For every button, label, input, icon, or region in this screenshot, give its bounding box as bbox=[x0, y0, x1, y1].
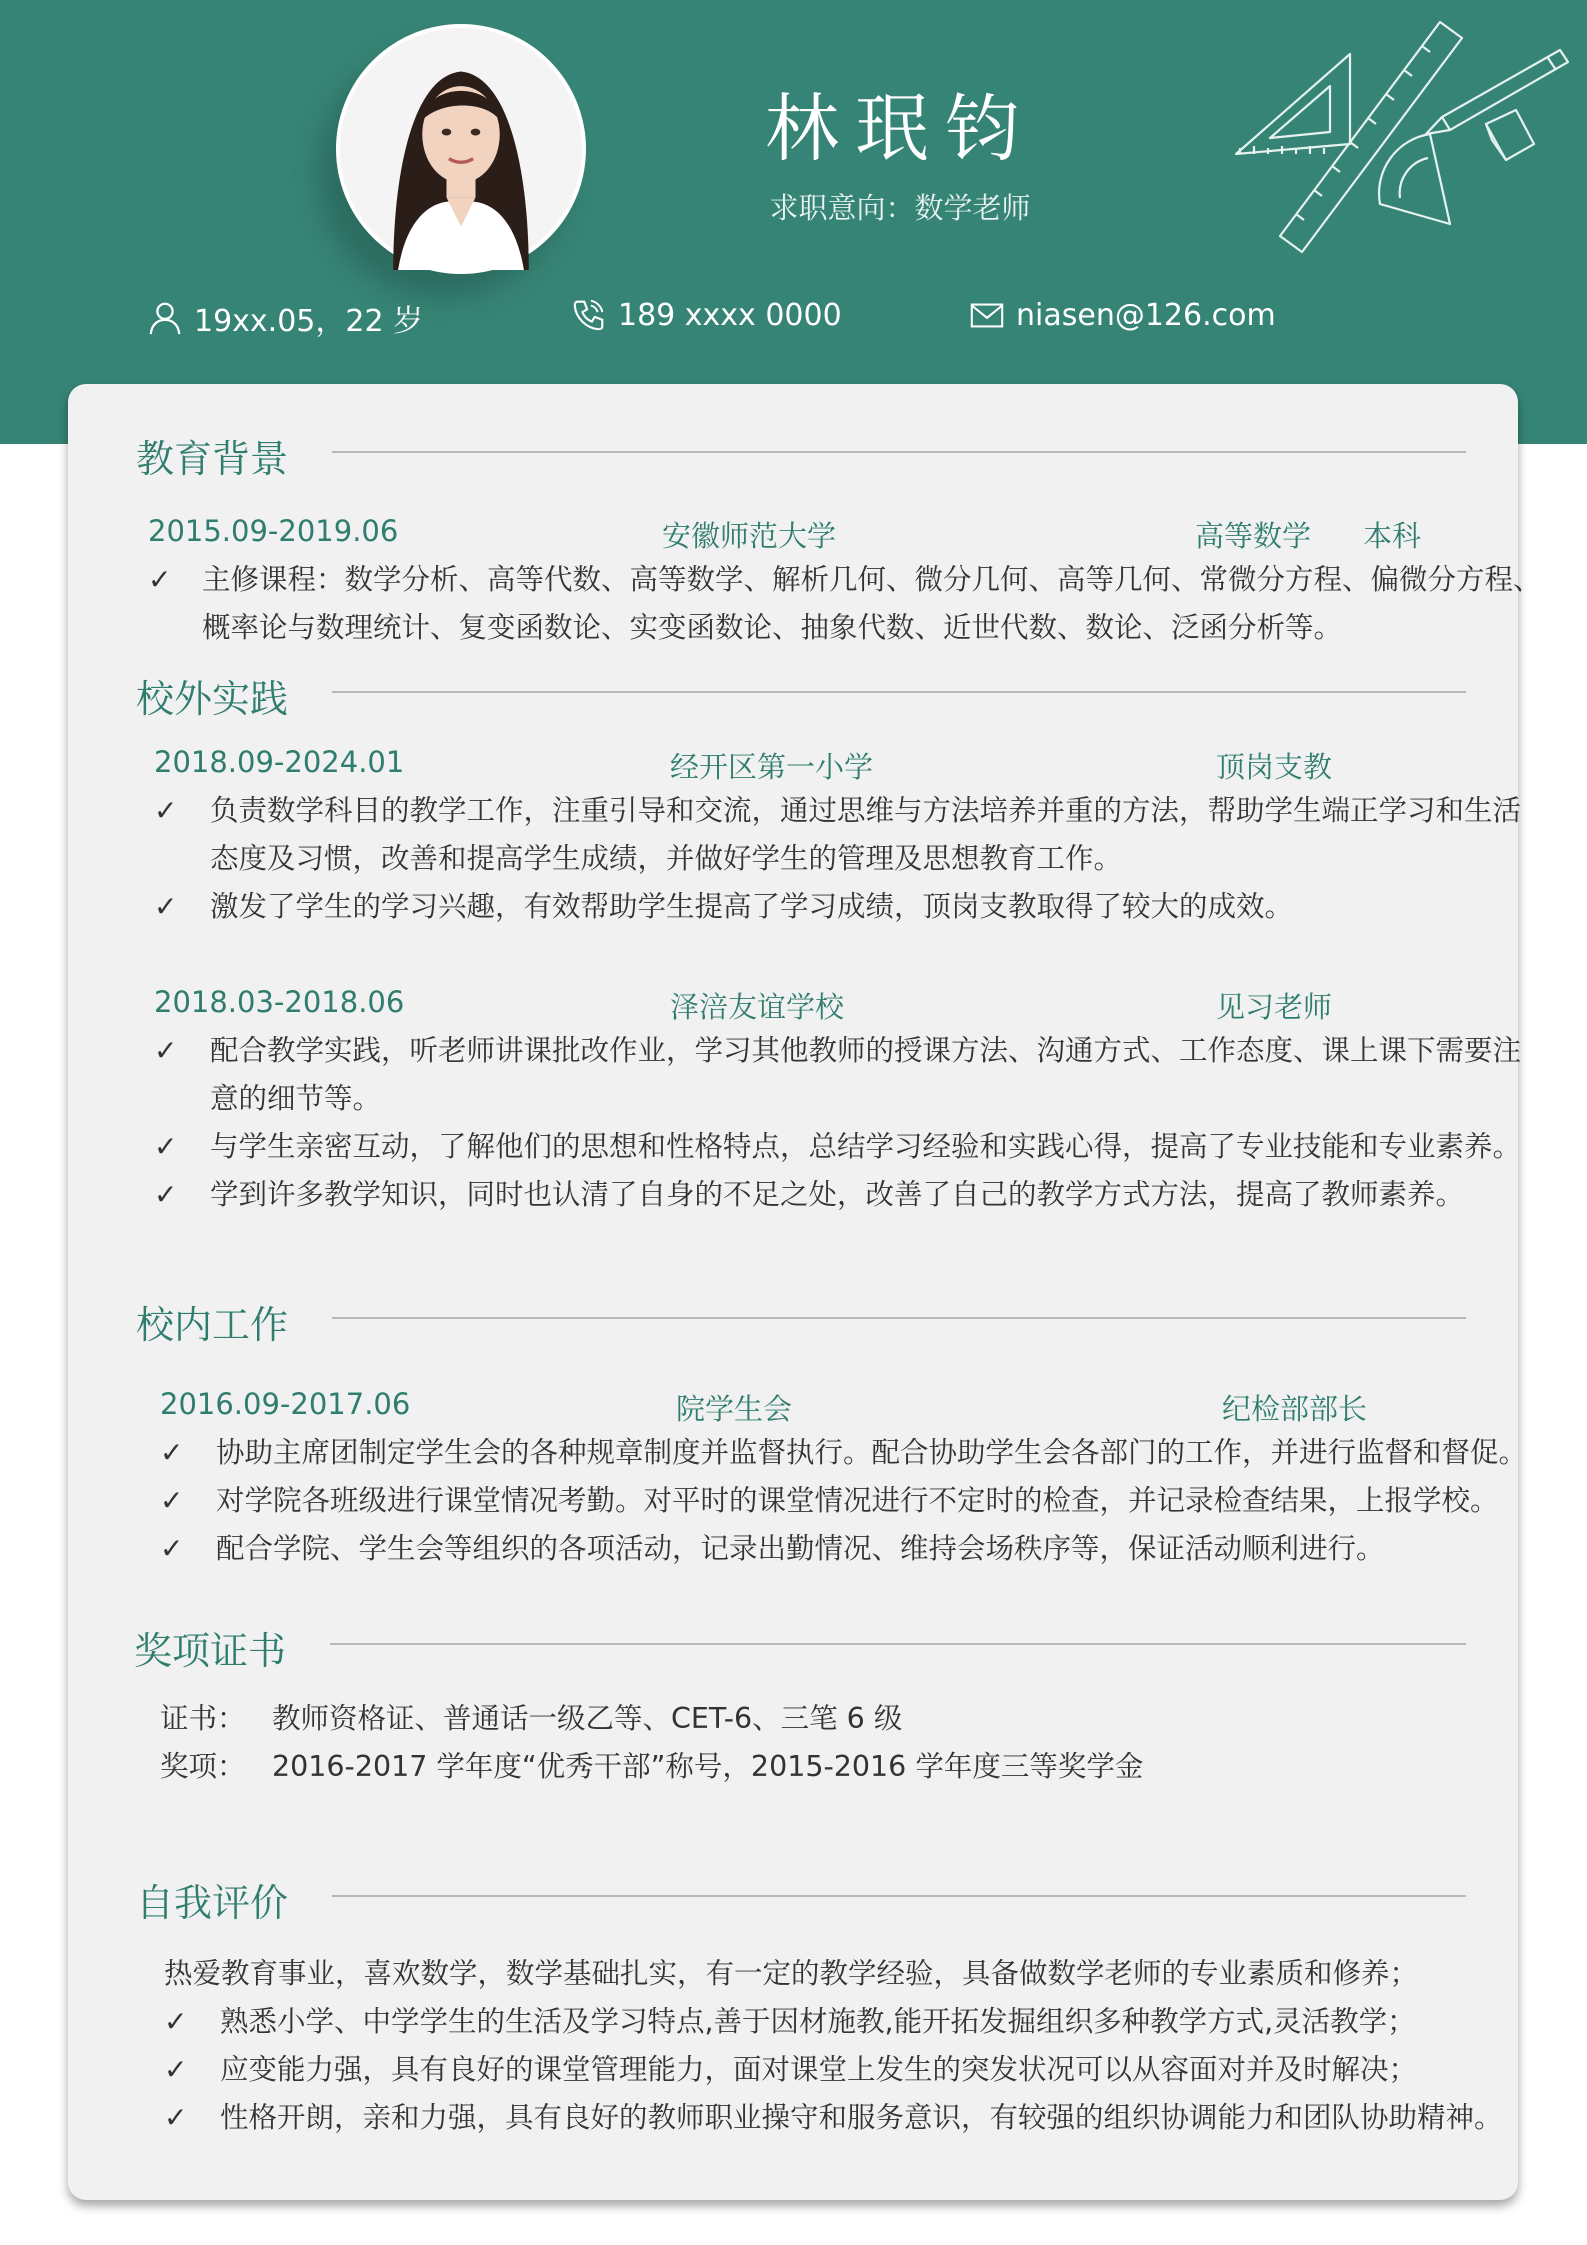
section-title-campus: 校内工作 bbox=[136, 1303, 289, 1347]
practice-org: 经开区第一小学 bbox=[670, 750, 874, 784]
check-icon: ✓ bbox=[160, 1532, 184, 1565]
contact-birth bbox=[146, 296, 423, 340]
section-title-practice: 校外实践 bbox=[136, 677, 289, 721]
award-label: 奖项： bbox=[160, 1750, 246, 1783]
campus-role: 纪检部部长 bbox=[1222, 1392, 1368, 1426]
email-text: niasen@126.com bbox=[1016, 297, 1276, 333]
resume-card bbox=[68, 384, 1518, 2200]
education-line: 主修课程：数学分析、高等代数、高等数学、解析几何、微分几何、高等几何、常微分方程、偏微分方程、 bbox=[202, 563, 1542, 596]
self-line: 热爱教育事业，喜欢数学，数学基础扎实，有一定的教学经验，具备做数学老师的专业素质和修养； bbox=[164, 1957, 1419, 1990]
practice-line: 学到许多教学知识，同时也认清了自身的不足之处，改善了自己的教学方式方法，提高了教师素养。 bbox=[210, 1178, 1465, 1211]
section-divider bbox=[332, 1317, 1466, 1319]
contact-email bbox=[968, 296, 1276, 334]
section-divider bbox=[330, 1643, 1466, 1645]
header-banner bbox=[0, 0, 1587, 444]
education-major: 高等数学 bbox=[1195, 519, 1312, 553]
practice-role: 见习老师 bbox=[1216, 990, 1333, 1024]
check-icon: ✓ bbox=[164, 2005, 188, 2038]
check-icon: ✓ bbox=[154, 1130, 178, 1163]
campus-line: 协助主席团制定学生会的各种规章制度并监督执行。配合协助学生会各部门的工作，并进行监督和督促。 bbox=[216, 1436, 1528, 1469]
education-date: 2015.09-2019.06 bbox=[148, 514, 399, 548]
practice-line: 激发了学生的学习兴趣，有效帮助学生提高了学习成绩，顶岗支教取得了较大的成效。 bbox=[210, 890, 1294, 923]
check-icon: ✓ bbox=[164, 2101, 188, 2134]
candidate-name: 林珉钧 bbox=[765, 86, 1035, 172]
practice-line: 负责数学科目的教学工作，注重引导和交流，通过思维与方法培养并重的方法，帮助学生端正学习和生活 bbox=[210, 794, 1522, 827]
section-title-awards: 奖项证书 bbox=[134, 1629, 287, 1673]
practice-date: 2018.09-2024.01 bbox=[154, 745, 405, 779]
cert-value: 教师资格证、普通话一级乙等、CET-6、三笔 6 级 bbox=[272, 1702, 903, 1735]
check-icon: ✓ bbox=[160, 1484, 184, 1517]
award-value: 2016-2017 学年度“优秀干部”称号，2015-2016 学年度三等奖学金 bbox=[272, 1750, 1144, 1783]
check-icon: ✓ bbox=[148, 563, 172, 596]
campus-org: 院学生会 bbox=[676, 1392, 793, 1426]
check-icon: ✓ bbox=[154, 794, 178, 827]
phone-text: 189 xxxx 0000 bbox=[618, 297, 842, 333]
birth-text: 19xx.05，22 岁 bbox=[194, 304, 424, 339]
section-divider bbox=[332, 451, 1466, 453]
campus-line: 对学院各班级进行课堂情况考勤。对平时的课堂情况进行不定时的检查，并记录检查结果，上报学校。 bbox=[216, 1484, 1499, 1517]
check-icon: ✓ bbox=[154, 1178, 178, 1211]
campus-date: 2016.09-2017.06 bbox=[160, 1387, 411, 1421]
section-divider bbox=[332, 1895, 1466, 1897]
section-title-education: 教育背景 bbox=[136, 437, 289, 481]
section-divider bbox=[332, 691, 1466, 693]
practice-org: 泽涪友谊学校 bbox=[670, 990, 845, 1024]
check-icon: ✓ bbox=[154, 890, 178, 923]
practice-line: 意的细节等。 bbox=[210, 1082, 382, 1115]
contact-phone bbox=[570, 296, 842, 334]
practice-line: 配合教学实践，听老师讲课批改作业，学习其他教师的授课方法、沟通方式、工作态度、课上课下需要注 bbox=[210, 1034, 1522, 1067]
education-line: 概率论与数理统计、复变函数论、实变函数论、抽象代数、近世代数、数论、泛函分析等。 bbox=[202, 611, 1343, 644]
math-tools-illustration bbox=[1230, 14, 1580, 264]
education-degree: 本科 bbox=[1363, 519, 1422, 553]
campus-line: 配合学院、学生会等组织的各项活动，记录出勤情况、维持会场秩序等，保证活动顺利进行。 bbox=[216, 1532, 1385, 1565]
avatar bbox=[336, 24, 586, 274]
check-icon: ✓ bbox=[160, 1436, 184, 1469]
self-line: 熟悉小学、中学学生的生活及学习特点,善于因材施教,能开拓发掘组织多种教学方式,灵活教学； bbox=[220, 2005, 1416, 2038]
portrait-image bbox=[340, 28, 582, 270]
section-title-self: 自我评价 bbox=[136, 1881, 289, 1925]
practice-line: 与学生亲密互动，了解他们的思想和性格特点，总结学习经验和实践心得，提高了专业技能和专业素养。 bbox=[210, 1130, 1522, 1163]
phone-icon bbox=[570, 296, 608, 334]
job-intent: 求职意向：数学老师 bbox=[769, 191, 1031, 225]
check-icon: ✓ bbox=[154, 1034, 178, 1067]
cert-label: 证书： bbox=[160, 1702, 246, 1735]
education-school: 安徽师范大学 bbox=[662, 519, 837, 553]
practice-date: 2018.03-2018.06 bbox=[154, 985, 405, 1019]
mail-icon bbox=[968, 296, 1006, 334]
check-icon: ✓ bbox=[164, 2053, 188, 2086]
self-line: 应变能力强，具有良好的课堂管理能力，面对课堂上发生的突发状况可以从容面对并及时解决； bbox=[220, 2053, 1418, 2086]
practice-role: 顶岗支教 bbox=[1216, 750, 1333, 784]
practice-line: 态度及习惯，改善和提高学生成绩，并做好学生的管理及思想教育工作。 bbox=[210, 842, 1123, 875]
self-line: 性格开朗，亲和力强，具有良好的教师职业操守和服务意识，有较强的组织协调能力和团队协助精神。 bbox=[220, 2101, 1503, 2134]
person-icon bbox=[146, 299, 184, 337]
